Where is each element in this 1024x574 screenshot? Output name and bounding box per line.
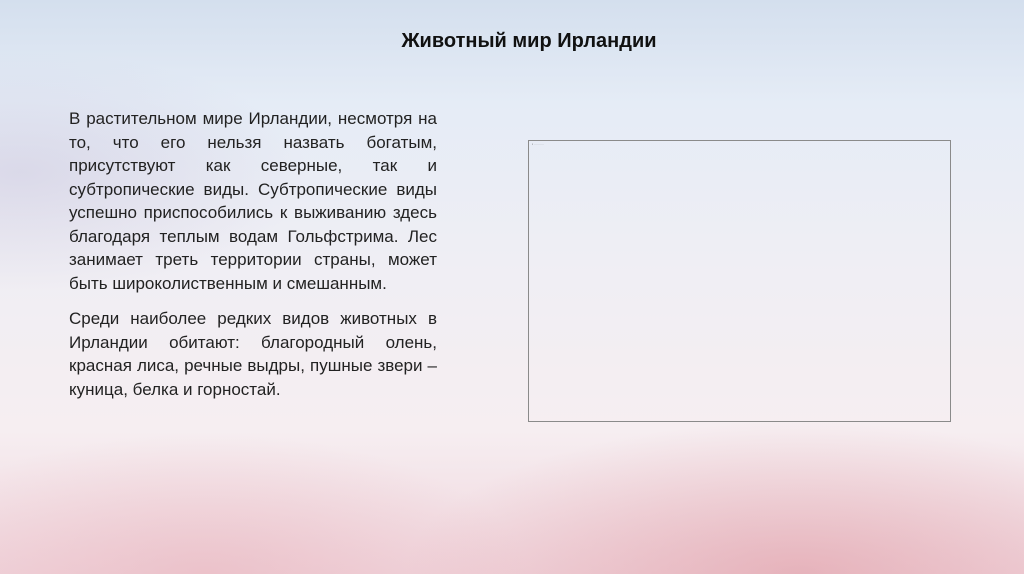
image-placeholder xyxy=(528,140,951,422)
paragraph-fauna: Среди наиболее редких видов животных в Ирландии обитают: благородный олень, красная лиса, речные выдры, пушные звери – куница, белка и горностай. xyxy=(69,309,437,399)
paragraph-flora: В растительном мире Ирландии, несмотря на то, что его нельзя назвать богатым, присутствуют как северные, так и субтропические виды. Субтропические виды успешно приспособились к выживанию здесь благодаря теплым водам Гольфстрима. Лес занимает треть территории страны, может быть широколиственным и смешанным. xyxy=(69,109,437,293)
image-caption: ▪ ·········· xyxy=(532,142,544,146)
text-column xyxy=(69,107,437,413)
slide-title: Животный мир Ирландии xyxy=(401,30,657,52)
